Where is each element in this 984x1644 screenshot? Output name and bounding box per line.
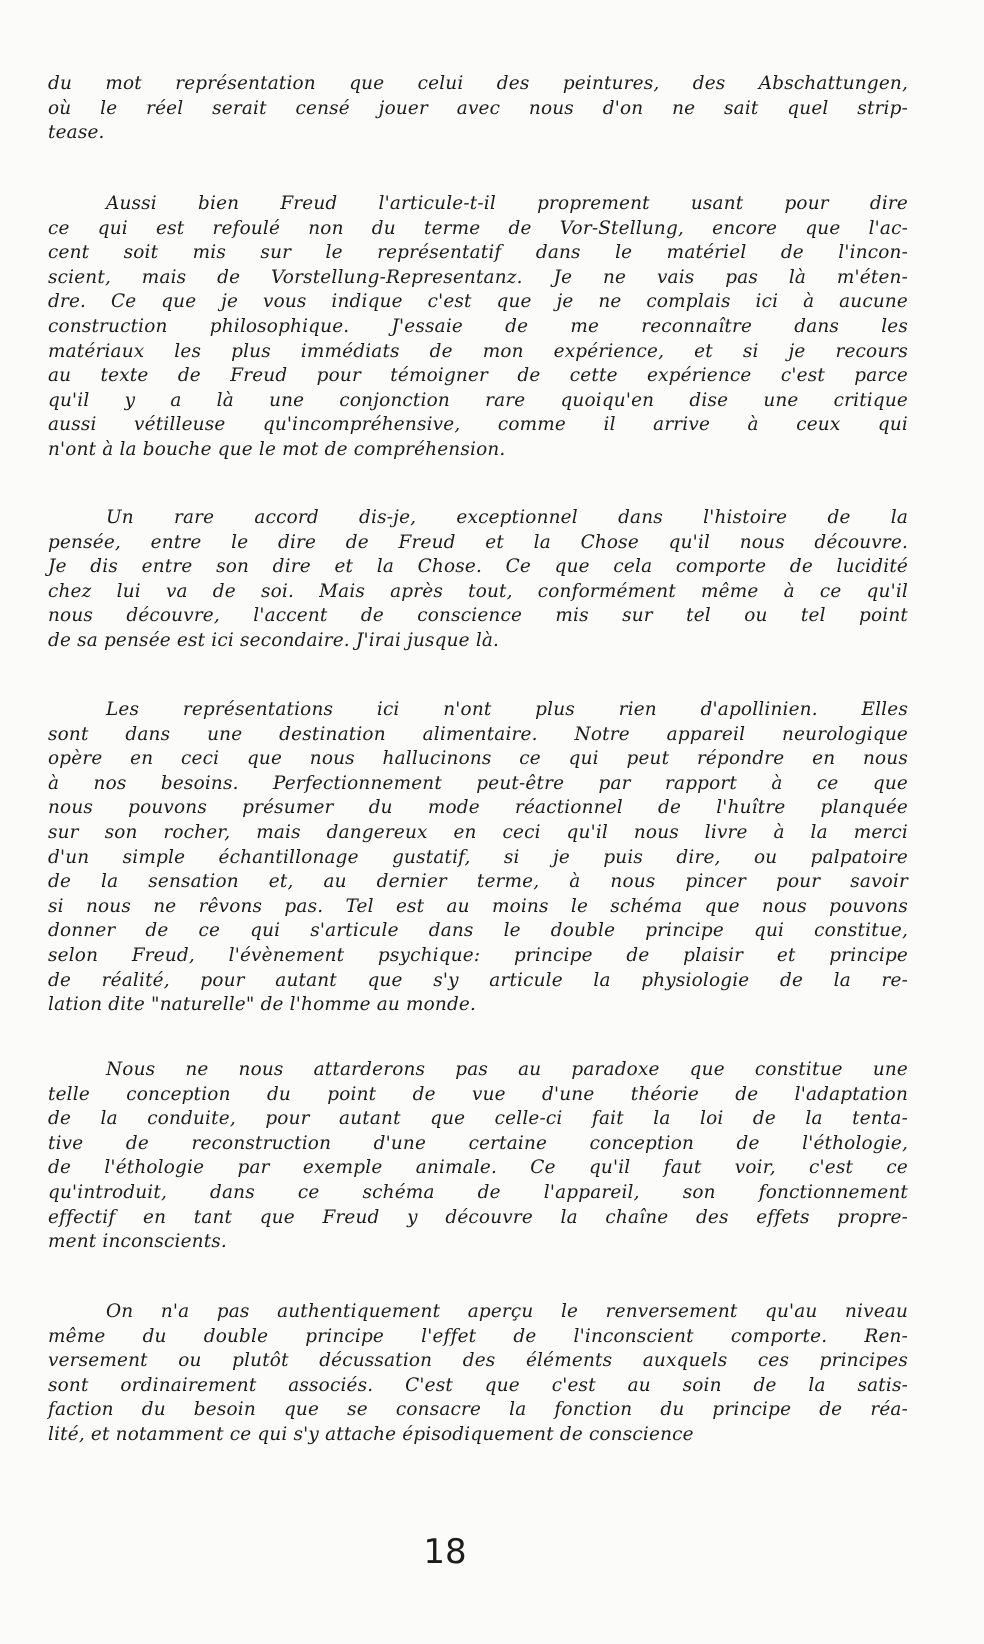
text-line: de la sensation et, au dernier terme, à nous pincer pour savoir <box>48 871 908 893</box>
text-line: où le réel serait censé jouer avec nous d'on ne sait quel strip- <box>48 97 908 119</box>
text-line: telle conception du point de vue d'une théorie de l'adaptation <box>48 1083 908 1105</box>
text-line: Aussi bien Freud l'articule-t-il proprement usant pour dire <box>106 193 908 214</box>
text-line: de la conduite, pour autant que celle-ci fait la loi de la tenta- <box>48 1108 908 1130</box>
text-line: de sa pensée est ici secondaire. J'irai jusque là. <box>48 629 500 651</box>
text-line: si nous ne rêvons pas. Tel est au moins le schéma que nous pouvons <box>48 895 908 917</box>
text-line: aussi vétilleuse qu'incompréhensive, comme il arrive à ceux qui <box>48 414 908 436</box>
text-line: nous pouvons présumer du mode réactionnel de l'huître planquée <box>48 797 908 819</box>
text-line: Un rare accord dis-je, exceptionnel dans l'histoire de la <box>106 507 908 528</box>
text-line: n'ont à la bouche que le mot de compréhension. <box>48 438 506 460</box>
text-line: lation dite "naturelle" de l'homme au monde. <box>48 994 477 1016</box>
text-line: construction philosophique. J'essaie de me reconnaître dans les <box>48 315 908 337</box>
text-line: On n'a pas authentiquement aperçu le renversement qu'au niveau <box>106 1301 908 1322</box>
text-line: Nous ne nous attarderons pas au paradoxe que constitue une <box>106 1059 908 1080</box>
text-line: pensée, entre le dire de Freud et la Chose qu'il nous découvre. <box>48 531 908 553</box>
text-line: au texte de Freud pour témoigner de cette expérience c'est parce <box>48 365 908 387</box>
text-line: tease. <box>48 122 105 144</box>
text-line: ment inconscients. <box>48 1231 227 1253</box>
text-line: de l'éthologie par exemple animale. Ce qu'il faut voir, c'est ce <box>48 1157 908 1179</box>
text-line: à nos besoins. Perfectionnement peut-être par rapport à ce que <box>48 772 908 794</box>
text-line: opère en ceci que nous hallucinons ce qui peut répondre en nous <box>48 748 908 770</box>
text-line: sont dans une destination alimentaire. Notre appareil neurologique <box>48 723 908 745</box>
text-line: effectif en tant que Freud y découvre la chaîne des effets propre- <box>48 1206 908 1228</box>
text-line: faction du besoin que se consacre la fonction du principe de réa- <box>48 1399 908 1421</box>
text-line: matériaux les plus immédiats de mon expérience, et si je recours <box>48 340 908 362</box>
text-line: sur son rocher, mais dangereux en ceci qu'il nous livre à la merci <box>48 821 908 843</box>
text-line: scient, mais de Vorstellung-Representanz. Je ne vais pas là m'éten- <box>48 266 908 288</box>
text-line: Les représentations ici n'ont plus rien d'apollinien. Elles <box>106 699 908 720</box>
page-number: 18 <box>423 1532 467 1572</box>
text-line: qu'il y a là une conjonction rare quoiqu'en dise une critique <box>48 389 908 411</box>
text-line: du mot représentation que celui des peintures, des Abschattungen, <box>48 73 908 94</box>
paragraph <box>48 72 908 146</box>
text-line: d'un simple échantillonage gustatif, si je puis dire, ou palpatoire <box>48 846 908 868</box>
text-line: nous découvre, l'accent de conscience mis sur tel ou tel point <box>48 605 908 627</box>
paragraph <box>48 698 908 1018</box>
text-line: sont ordinairement associés. C'est que c'est au soin de la satis- <box>48 1374 908 1396</box>
text-line: Je dis entre son dire et la Chose. Ce que cela comporte de lucidité <box>48 556 908 578</box>
paragraph <box>48 192 908 463</box>
text-line: tive de reconstruction d'une certaine conception de l'éthologie, <box>48 1132 908 1154</box>
text-line: lité, et notamment ce qui s'y attache épisodiquement de conscience <box>48 1423 694 1445</box>
paragraph <box>48 1058 908 1255</box>
paragraph <box>48 506 908 654</box>
text-line: qu'introduit, dans ce schéma de l'appareil, son fonctionnement <box>48 1181 908 1203</box>
text-line: de réalité, pour autant que s'y articule la physiologie de la re- <box>48 969 908 991</box>
text-line: versement ou plutôt décussation des éléments auxquels ces principes <box>48 1350 908 1372</box>
text-line: selon Freud, l'évènement psychique: principe de plaisir et principe <box>48 944 908 966</box>
text-line: cent soit mis sur le représentatif dans le matériel de l'incon- <box>48 242 908 264</box>
paragraph <box>48 1300 908 1448</box>
text-line: même du double principe l'effet de l'inconscient comporte. Ren- <box>48 1325 908 1347</box>
text-line: dre. Ce que je vous indique c'est que je ne complais ici à aucune <box>48 291 908 313</box>
text-line: ce qui est refoulé non du terme de Vor-Stellung, encore que l'ac- <box>48 217 908 239</box>
text-line: chez lui va de soi. Mais après tout, conformément même à ce qu'il <box>48 580 908 602</box>
text-line: donner de ce qui s'articule dans le double principe qui constitue, <box>48 920 908 942</box>
